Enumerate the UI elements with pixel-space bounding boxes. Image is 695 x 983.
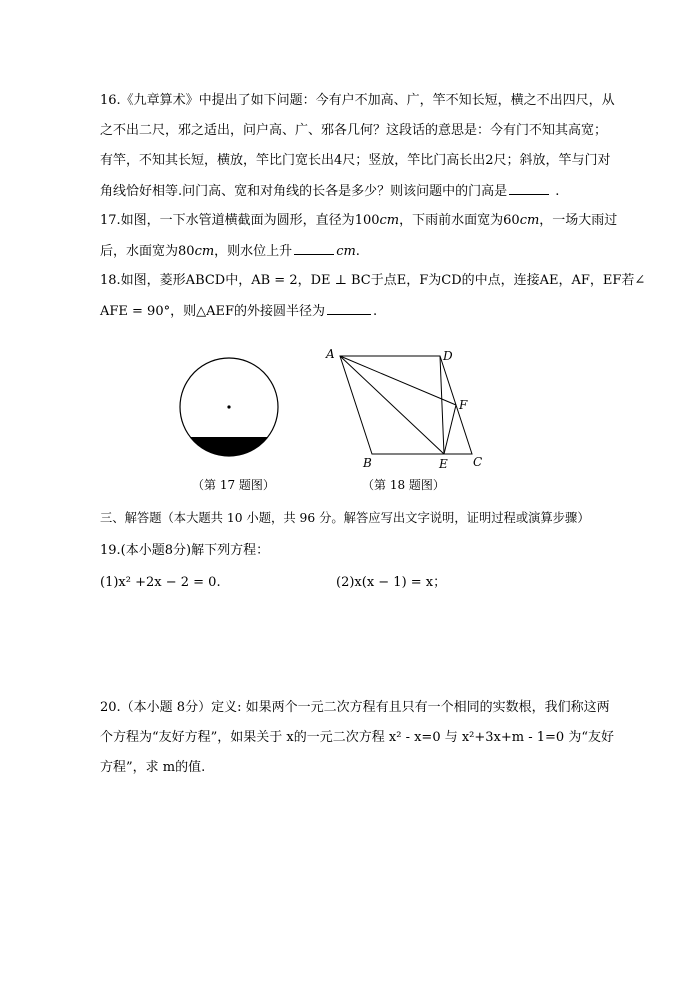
q17-text-2d: ，则水位上升 xyxy=(214,244,293,259)
answer-blank[interactable] xyxy=(509,182,549,195)
q17-width-before: 60 xyxy=(503,213,520,228)
q17-unit: cm xyxy=(336,244,356,259)
q19-title: 19.(本小题8分)解下列方程： xyxy=(100,543,270,558)
q16-period: . xyxy=(555,184,560,199)
label-E: E xyxy=(439,457,448,471)
q18-period: . xyxy=(373,304,378,319)
rhombus-outline xyxy=(340,356,472,454)
figure-18-rhombus xyxy=(322,346,492,472)
q17-unit: cm xyxy=(194,244,215,259)
figure-17-pipe xyxy=(178,353,282,465)
q17-text-g: ，一场大雨过 xyxy=(539,213,618,228)
q18-text-2a: AFE = 90°，则△AEF的外接圆半径为 xyxy=(100,304,325,319)
q17-unit: cm xyxy=(379,213,400,228)
q17-text-2a: 后，水面宽为 xyxy=(100,244,179,259)
q16-line-2: 之不出二尺，邪之适出，问户高、广、邪各几何？这段话的意思是：今有门不知其高宽； xyxy=(100,123,608,138)
q17-period: . xyxy=(355,244,360,259)
answer-blank[interactable] xyxy=(327,302,371,315)
section-3-heading: 三、解答题（本大题共 10 小题，共 96 分。解答应写出文字说明，证明过程或演算步骤） xyxy=(100,511,590,525)
q18-line-1: 18.如图，菱形ABCD中，AB = 2，DE ⊥ BC于点E，F为CD的中点，连接AE，AF，EF若∠ xyxy=(100,273,646,288)
q16-line-4-text: 角线恰好相等.问门高、宽和对角线的长各是多少？则该问题中的门高是 xyxy=(100,184,508,199)
label-B: B xyxy=(363,456,372,470)
segment-EF xyxy=(444,405,456,454)
q20-line-3: 方程”，求 m的值. xyxy=(100,760,206,775)
q17-text-a: 17.如图，一下水管道横截面为圆形，直径为 xyxy=(100,213,355,228)
q16-line-1: 16.《九章算术》中提出了如下问题：今有户不加高、广，竿不知长短，横之不出四尺，从 xyxy=(100,93,615,108)
q19-equation-1: (1)x² +2x − 2 = 0. xyxy=(100,575,221,590)
q17-line-2 xyxy=(100,242,360,260)
label-F: F xyxy=(459,398,468,412)
q16-line-4 xyxy=(100,182,559,200)
label-C: C xyxy=(473,455,483,469)
q17-diameter: 100 xyxy=(354,213,380,228)
center-dot xyxy=(227,405,230,408)
answer-blank[interactable] xyxy=(294,242,334,255)
q17-width-after: 80 xyxy=(178,244,195,259)
label-D: D xyxy=(443,349,453,363)
q20-line-1: 20.（本小题 8分）定义: 如果两个一元二次方程有且只有一个相同的实数根，我们称这两 xyxy=(100,700,610,715)
q16-line-3: 有竿，不知其长短，横放，竿比门宽长出4尺；竖放，竿比门高长出2尺；斜放，竿与门对 xyxy=(100,153,611,168)
q17-text-d: ，下雨前水面宽为 xyxy=(399,213,504,228)
q20-line-2: 个方程为“友好方程”，如果关于 x的一元二次方程 x² - x=0 与 x²+3x+m - 1=0 为“友好 xyxy=(100,730,614,745)
segment-AF xyxy=(340,356,456,405)
segment-DE xyxy=(440,356,444,454)
q19-equation-2: (2)x(x − 1) = x； xyxy=(336,575,447,590)
q17-line-1 xyxy=(100,212,617,229)
figure-17-caption: （第 17 题图） xyxy=(192,478,275,492)
q17-unit: cm xyxy=(519,213,540,228)
label-A: A xyxy=(326,347,335,361)
figure-18-caption: （第 18 题图） xyxy=(362,478,445,492)
q18-line-2 xyxy=(100,302,377,320)
